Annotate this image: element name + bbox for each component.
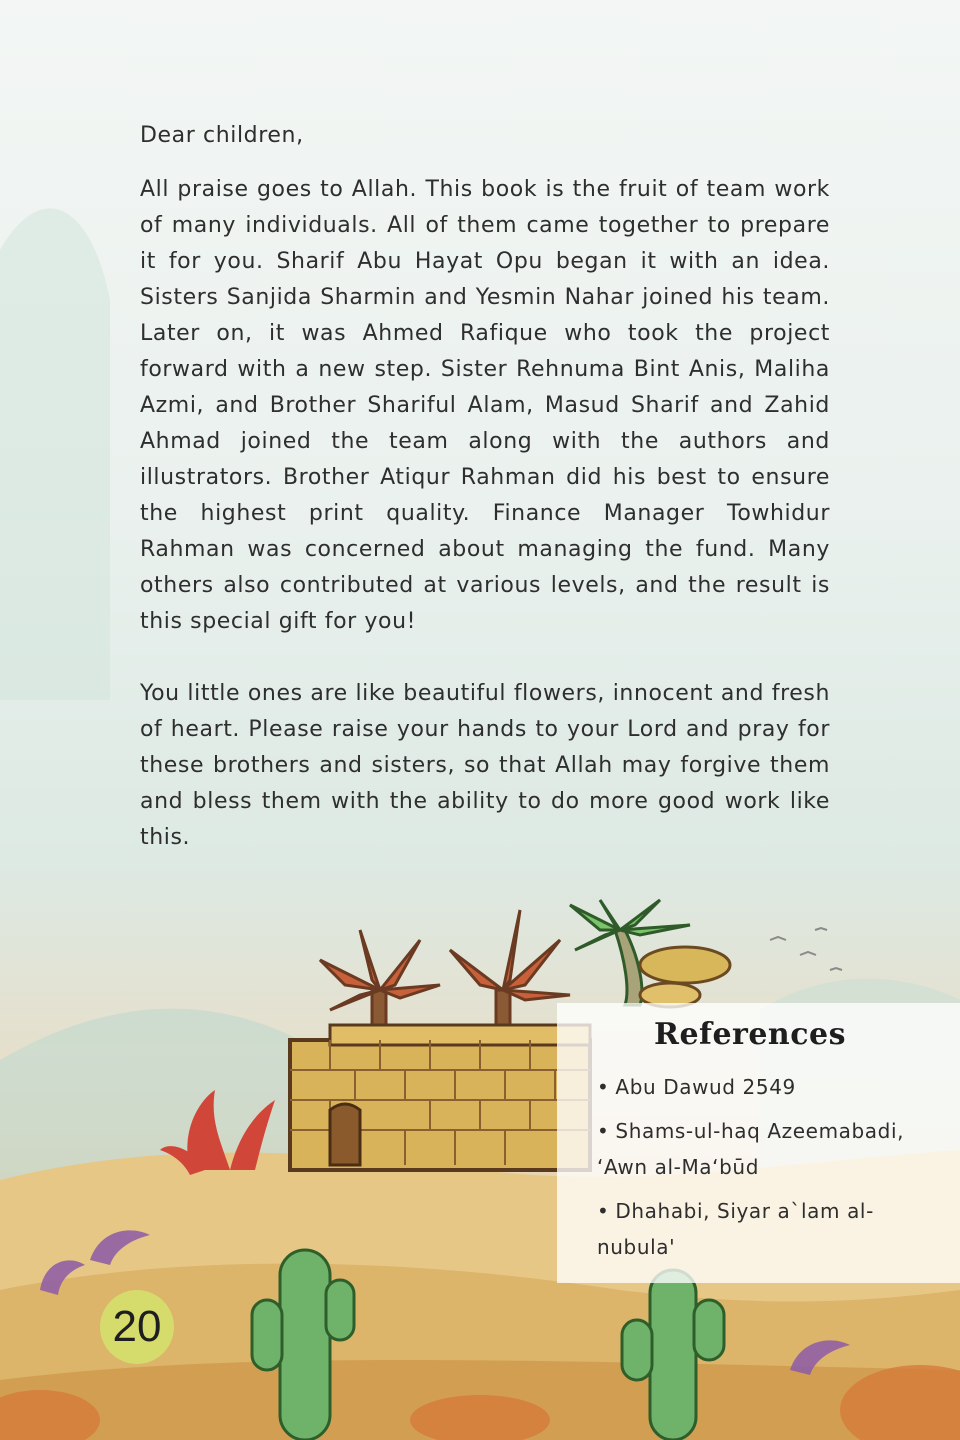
references-list	[597, 1069, 937, 1273]
letter-body	[140, 118, 830, 856]
bullet-icon: •	[597, 1199, 610, 1223]
bullet-icon: •	[597, 1075, 610, 1099]
references-title: References	[654, 1017, 846, 1052]
reference-item: • Abu Dawud 2549	[597, 1075, 796, 1099]
paragraph-acknowledgements: All praise goes to Allah. This book is the fruit of team work of many individuals. All of them came together to prepare it for you. Sharif Abu Hayat Opu began it with an idea. Sisters Sanjida Sharmin and Yesmin Nahar joined his team. Later on, it was Ahmed Rafique who took the project forward with a new step. Sister Rehnuma Bint Anis, Maliha Azmi, and Brother Shariful Alam, Masud Sharif and Zahid Ahmad joined the team along with the authors and illustrators. Brother Atiqur Rahman did his best to ensure the highest print quality. Finance Manager Towhidur Rahman was concerned about managing the fund. Many others also contributed at various levels, and the result is this special gift for you!	[140, 177, 830, 634]
page-number: 20	[112, 1302, 162, 1351]
paragraph-prayer: You little ones are like beautiful flowers, innocent and fresh of heart. Please raise your hands to your Lord and pray for these brothers and sisters, so that Allah may forgive them and bless them with the ability to do more good work like this.	[140, 681, 830, 850]
reference-item: • Shams-ul-haq Azeemabadi, ‘Awn al-Ma‘būd	[597, 1119, 905, 1179]
page-number-badge	[100, 1290, 174, 1364]
greeting: Dear children,	[140, 123, 304, 148]
brick-wall	[290, 1025, 590, 1170]
reference-item: • Dhahabi, Siyar a`lam al-nubula'	[597, 1199, 874, 1259]
bullet-icon: •	[597, 1119, 610, 1143]
references-box	[557, 1003, 960, 1283]
